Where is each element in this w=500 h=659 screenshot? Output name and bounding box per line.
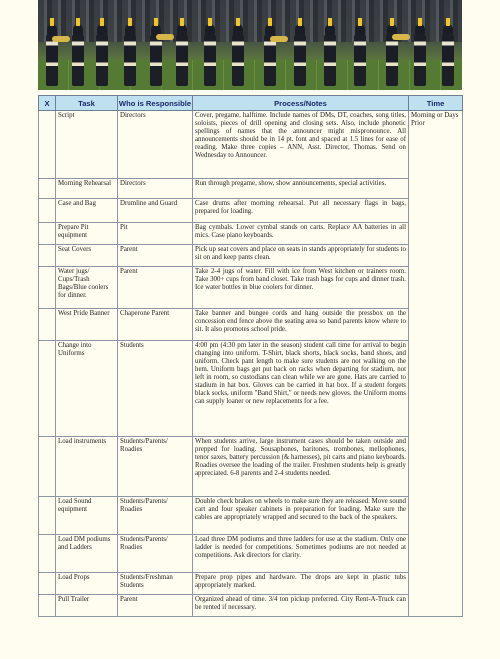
notes-cell: Prepare prop pipes and hardware. The drops are kept in plastic tubs appropriately marked. (193, 573, 409, 595)
checkbox-cell[interactable] (39, 309, 56, 341)
table-row (39, 199, 463, 223)
band-member (204, 34, 216, 86)
band-member (176, 34, 188, 86)
notes-cell: Cover, pregame, halftime. Include names of DMs, DT, coaches, song titles, soloists, pieces of drill opening and closing sets. Also, include phonetic spellings of names that the announcer might mispronounce. All announcements should be in 14 pt. font and spaced at 1.5 lines for ease of reading. Make three copies – ANN, Asst. Director, Thomas. Send on Wednesday to Announcer. (193, 111, 409, 179)
column-header-time: Time (409, 96, 463, 111)
table-header-row (39, 96, 463, 111)
band-member (124, 34, 136, 86)
checkbox-cell[interactable] (39, 595, 56, 617)
who-cell: Pit (118, 223, 193, 245)
table-row (39, 497, 463, 535)
checkbox-cell[interactable] (39, 179, 56, 199)
task-cell: Pull Trailer (56, 595, 118, 617)
brass-instrument (392, 34, 410, 40)
notes-cell: 4:00 pm (4:30 pm later in the season) student call time for arrival to begin changing into uniform. T-Shirt, black shorts, black socks, band shoes, and uniform. Check pant length to make sure students are not walking on the hem. Uniform bags get put back on racks when departing for stadium, not left in room, so custodians can clean while we are gone. Hats are carried to stadium in hat box. Gloves can be carried in hat box. If a student forgets black socks, uniform "Band Shirt," or needs new gloves. the Uniform moms can supply loaner or new replacements for a fee. (193, 341, 409, 437)
task-cell: Load Props (56, 573, 118, 595)
table-row (39, 573, 463, 595)
brass-instrument (52, 36, 70, 42)
band-member (354, 34, 366, 86)
notes-cell: Pick up seat covers and place on seats in stands appropriately for students to sit on and keep pants clean. (193, 245, 409, 267)
who-cell: Students/Parents/ Roadies (118, 497, 193, 535)
notes-cell: Run through pregame, show, show announcements, special activities. (193, 179, 409, 199)
band-member (72, 34, 84, 86)
column-header-x: X (39, 96, 56, 111)
who-cell: Students/Parents/ Roadies (118, 437, 193, 497)
marching-band-photo (38, 0, 462, 90)
game-day-task-table (38, 95, 463, 617)
who-cell: Drumline and Guard (118, 199, 193, 223)
checkbox-cell[interactable] (39, 341, 56, 437)
notes-cell: Case drums after morning rehearsal. Put all necessary flags in bags, prepared for loading. (193, 199, 409, 223)
task-cell: Prepare Pit equipment (56, 223, 118, 245)
task-cell: Script (56, 111, 118, 179)
band-member (386, 34, 398, 86)
time-cell: Morning or Days Prior (409, 111, 463, 617)
who-cell: Directors (118, 111, 193, 179)
band-member (150, 34, 162, 86)
who-cell: Directors (118, 179, 193, 199)
table-row (39, 595, 463, 617)
checkbox-cell[interactable] (39, 245, 56, 267)
task-cell: Change into Uniforms (56, 341, 118, 437)
table-row (39, 309, 463, 341)
notes-cell: Take banner and bungee cords and hang outside the pressbox on the concession end fence above the seating area so band parents know where to sit. It also promotes school pride. (193, 309, 409, 341)
table-row (39, 223, 463, 245)
who-cell: Parent (118, 245, 193, 267)
notes-cell: When students arrive, large instrument cases should be taken outside and prepped for loading. Sousaphones, baritones, trombones, mellophones, tenor saxes, battery percussion (& harnesses), pit carts and piano keyboards. Roadies oversee the loading of the trailer. Freshmen students help is greatly appreciated. 6-8 parents and 2-4 students needed. (193, 437, 409, 497)
table-row (39, 535, 463, 573)
table-row (39, 245, 463, 267)
checkbox-cell[interactable] (39, 497, 56, 535)
notes-cell: Load three DM podiums and three ladders for use at the stadium. Only one ladder is needed for competitions. Sometimes podiums are not needed at competitions. Ask directors for clarity. (193, 535, 409, 573)
column-header-notes: Process/Notes (193, 96, 409, 111)
task-cell: Load Sound equipment (56, 497, 118, 535)
table-row (39, 179, 463, 199)
task-cell: Seat Covers (56, 245, 118, 267)
task-cell: Load DM podiums and Ladders (56, 535, 118, 573)
table-row (39, 341, 463, 437)
column-header-task: Task (56, 96, 118, 111)
band-member (294, 34, 306, 86)
who-cell: Students/Freshman Students (118, 573, 193, 595)
notes-cell: Take 2-4 jugs of water. Fill with ice from West kitchen or trainers room. Take 300+ cups from band closet. Take trash bags for cups and dinner trash. Ice water bottles in blue coolers for dinner. (193, 267, 409, 309)
band-member (232, 34, 244, 86)
who-cell: Students/Parents/ Roadies (118, 535, 193, 573)
checkbox-cell[interactable] (39, 535, 56, 573)
checkbox-cell[interactable] (39, 223, 56, 245)
brass-instrument (156, 34, 174, 40)
checkbox-cell[interactable] (39, 437, 56, 497)
band-member (414, 34, 426, 86)
who-cell: Students (118, 341, 193, 437)
notes-cell: Double check brakes on wheels to make sure they are released. Move sound cart and four speaker cabinets in preparation for loading. Make sure the cables are appropriately wrapped and secured to the back of the speakers. (193, 497, 409, 535)
who-cell: Parent (118, 595, 193, 617)
notes-cell: Bag cymbals. Lower cymbal stands on carts. Replace AA batteries in all mics. Case piano keyboards. (193, 223, 409, 245)
notes-cell: Organized ahead of time. 3/4 ton pickup preferred. City Rent-A-Truck can be rented if necessary. (193, 595, 409, 617)
column-header-who: Who is Responsible (118, 96, 193, 111)
task-cell: Morning Rehearsal (56, 179, 118, 199)
checkbox-cell[interactable] (39, 199, 56, 223)
brass-instrument (270, 36, 288, 42)
task-cell: West Pride Banner (56, 309, 118, 341)
table-row (39, 267, 463, 309)
task-cell: Load instruments (56, 437, 118, 497)
who-cell: Parent (118, 267, 193, 309)
checkbox-cell[interactable] (39, 111, 56, 179)
band-member (442, 34, 454, 86)
band-member (324, 34, 336, 86)
checkbox-cell[interactable] (39, 267, 56, 309)
task-cell: Water jugs/ Cups/Trash Bags/Blue coolers for dinner. (56, 267, 118, 309)
table-row (39, 111, 463, 179)
checkbox-cell[interactable] (39, 573, 56, 595)
table-row (39, 437, 463, 497)
who-cell: Chaperone Parent (118, 309, 193, 341)
task-cell: Case and Bag (56, 199, 118, 223)
band-member (96, 34, 108, 86)
